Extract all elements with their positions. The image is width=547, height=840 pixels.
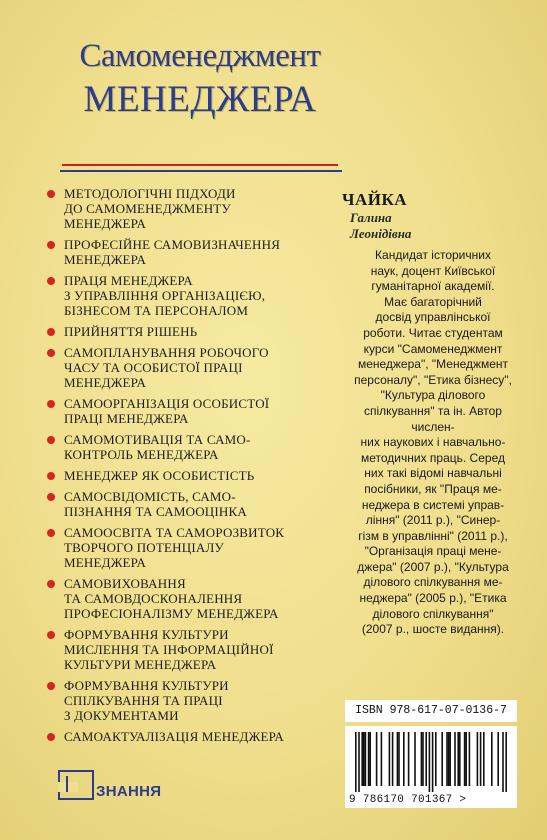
contents-list: [46, 186, 336, 750]
author-surname: ЧАЙКА: [342, 190, 408, 209]
title-underline-blue: [60, 170, 342, 172]
barcode-bar: [464, 732, 466, 786]
contents-item: САМОПЛАНУВАННЯ РОБОЧОГО ЧАСУ ТА ОСОБИСТОЇ ПРАЦІ МЕНЕДЖЕРА: [46, 345, 336, 390]
barcode-digits: 9 786170 701367 >: [349, 794, 467, 806]
barcode-bar: [369, 732, 371, 786]
author-block: [342, 190, 522, 242]
contents-item: ПРАЦЯ МЕНЕДЖЕРА З УПРАВЛІННЯ ОРГАНІЗАЦІЄЮ, БІЗНЕСОМ ТА ПЕРСОНАЛОМ: [46, 273, 336, 318]
barcode-bar: [363, 732, 365, 786]
barcode-bar: [483, 732, 485, 786]
publisher-name: ЗНАННЯ: [96, 783, 162, 800]
contents-item: МЕНЕДЖЕР ЯК ОСОБИСТІСТЬ: [46, 468, 336, 483]
barcode-bar: [446, 732, 448, 786]
barcode-bar: [480, 732, 482, 786]
barcode-bar: [459, 732, 461, 786]
barcode-bar: [408, 732, 410, 786]
barcode-bar: [469, 732, 471, 786]
contents-item: ПРИЙНЯТТЯ РІШЕНЬ: [46, 324, 336, 339]
barcode-bar: [432, 732, 434, 792]
barcode-bar: [355, 732, 357, 792]
publisher-mark-icon: [58, 770, 94, 800]
barcode-bar: [497, 732, 499, 786]
isbn-label: ISBN 978-617-07-0136-7: [345, 700, 517, 722]
barcode-bar: [368, 732, 370, 786]
barcode-bar: [397, 732, 399, 786]
barcode-bar: [429, 732, 431, 792]
contents-item: ФОРМУВАННЯ КУЛЬТУРИ МИСЛЕННЯ ТА ІНФОРМАЦІЙНОЇ КУЛЬТУРИ МЕНЕДЖЕРА: [46, 627, 336, 672]
barcode-bar: [505, 732, 507, 792]
barcode-bar: [376, 732, 378, 786]
barcode-bar: [454, 732, 456, 786]
author-patronymic: Леонідівна: [350, 226, 412, 241]
contents-item: САМОАКТУАЛІЗАЦІЯ МЕНЕДЖЕРА: [46, 729, 336, 744]
barcode-bar: [381, 732, 383, 786]
barcode-bar: [365, 732, 367, 786]
contents-item: МЕТОДОЛОГІЧНІ ПІДХОДИ ДО САМОМЕНЕДЖМЕНТУ МЕНЕДЖЕРА: [46, 186, 336, 231]
barcode-bar: [425, 732, 427, 786]
contents-item: САМООРГАНІЗАЦІЯ ОСОБИСТОЇ ПРАЦІ МЕНЕДЖЕРА: [46, 396, 336, 426]
barcode-bar: [392, 732, 394, 786]
barcode: [345, 726, 517, 808]
barcode-bar: [457, 732, 459, 786]
barcode-bar: [502, 732, 504, 792]
barcode-bar: [421, 732, 423, 786]
author-given-name: Галина: [350, 210, 392, 225]
barcode-bar: [389, 732, 391, 786]
barcode-bars: [355, 732, 507, 792]
barcode-bar: [422, 732, 424, 786]
publisher-logo: [58, 770, 161, 800]
barcode-bar: [448, 732, 450, 786]
title-line-1: Самоменеджмент: [79, 38, 321, 74]
barcode-bar: [403, 732, 405, 786]
contents-item: САМООСВІТА ТА САМОРОЗВИТОК ТВОРЧОГО ПОТЕНЦІАЛУ МЕНЕДЖЕРА: [46, 525, 336, 570]
barcode-bar: [465, 732, 467, 786]
contents-item: САМОВИХОВАННЯ ТА САМОВДОСКОНАЛЕННЯ ПРОФЕСІОНАЛІЗМУ МЕНЕДЖЕРА: [46, 576, 336, 621]
barcode-bar: [398, 732, 400, 786]
title-line-2: МЕНЕДЖЕРА: [83, 79, 317, 120]
barcode-bar: [361, 732, 363, 786]
author-bio: Кандидат історичних наук, доцент Київської гуманітарної академії. Має багаторічний досвід управлінської роботи. Читає студентам курси "Самоменеджмент менеджера", "Менеджмент персоналу", "Етика бізнесу", "Культура ділового спілкування" та ін. Автор числен- них наукових і навчально- методичних праць. Серед них такі відомі навчальні посібники, як "Праця ме- неджера в системі управ- ління" (2011 р.), "Синер- гізм в управлінні" (2011 р.), "Організація праці мене- джера" (2007 р.), "Культура ділового спілкування ме- неджера" (2005 р.), "Етика ділового спілкування" (2007 р., шосте видання).: [354, 248, 512, 637]
barcode-bar: [441, 732, 443, 786]
contents-item: САМОМОТИВАЦІЯ ТА САМО- КОНТРОЛЬ МЕНЕДЖЕРА: [46, 432, 336, 462]
barcode-bar: [435, 732, 437, 786]
barcode-bar: [449, 732, 451, 786]
barcode-bar: [358, 732, 360, 792]
contents-item: ФОРМУВАННЯ КУЛЬТУРИ СПІЛКУВАННЯ ТА ПРАЦІ З ДОКУМЕНТАМИ: [46, 678, 336, 723]
book-title: [50, 40, 350, 118]
contents-item: САМОСВІДОМІСТЬ, САМО- ПІЗНАННЯ ТА САМООЦІНКА: [46, 489, 336, 519]
title-underline-red: [62, 164, 338, 166]
barcode-bar: [491, 732, 493, 786]
barcode-bar: [414, 732, 416, 786]
barcode-bar: [477, 732, 479, 786]
contents-item: ПРОФЕСІЙНЕ САМОВИЗНАЧЕННЯ МЕНЕДЖЕРА: [46, 237, 336, 267]
